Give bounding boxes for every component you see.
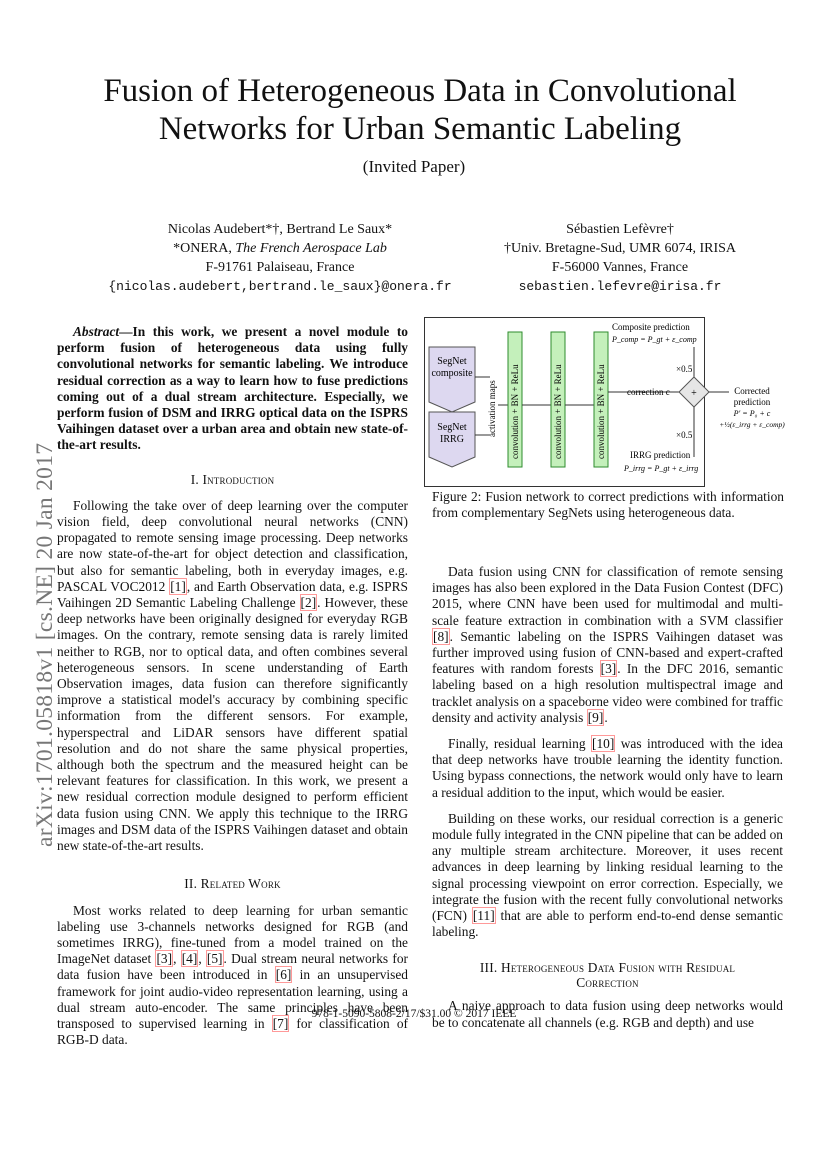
section-1-heading: I. Introduction [190, 471, 275, 487]
author-names-left: Nicolas Audebert*†, Bertrand Le Saux* [167, 222, 393, 237]
corrected-formula: +½(ε_irrg + ε_comp) [719, 420, 785, 429]
abstract [57, 324, 408, 454]
email-left[interactable]: {nicolas.audebert,bertrand.le_saux}@onera.fr [108, 279, 452, 294]
multiplier-top: ×0.5 [676, 364, 693, 374]
citation-link[interactable]: [7] [272, 1015, 289, 1031]
corrected-formula: P′ = P₀ + c [733, 409, 771, 418]
segnet-composite-label: SegNet [437, 356, 467, 367]
corrected-label: prediction [733, 397, 771, 407]
segnet-composite-label: composite [431, 368, 473, 379]
multiplier-bottom: ×0.5 [676, 430, 693, 440]
title-line-1: Fusion of Heterogeneous Data in Convolutional [103, 73, 737, 109]
citation-link[interactable]: [4] [181, 951, 198, 967]
abstract-label: Abstract [73, 324, 120, 339]
text-run: . However, these deep networks have been originally designed for everyday RGB images. On the contrary, remote sensing data is rarely limited neither to RGB, nor to optical data, and often combines several heterogeneous sensors. In scene understanding of Earth Observation images, data fusion can therefore significantly improve a statistical model's accuracy by combining specific information from the different sensors. For example, hyperspectral and LiDAR sensors have different spatial resolution and do not share the same physical properties, although both the spectrum and the measured height can be relevant features for classification. In this work, we present a new residual correction module designed to perform efficient data fusion using CNN. We apply this technique to the IRRG images and DSM data of the ISPRS Vaihingen dataset and obtain new state-of-the-art results. [57, 595, 408, 854]
text-run: that are able to perform end-to-end dense semantic labeling. [432, 908, 783, 940]
text-run: . In the DFC 2016, semantic labeling based on a high resolution multispectral image and tracklet analysis on a spaceborne video were combined for traffic density and activity analysis [432, 661, 783, 725]
text-run: Data fusion using CNN for classification of remote sensing images has also been explored in the Data Fusion Contest (DFC) 2015, where CNN have been used for multimodal and multi-scale feature extraction in combination with a SVM classifier [432, 564, 783, 628]
right-paragraph-3 [432, 811, 783, 941]
paper-title [40, 72, 800, 148]
address-left: F-91761 Palaiseau, France [205, 260, 355, 275]
affiliation-left [90, 239, 470, 258]
citation-link[interactable]: [5] [206, 951, 223, 967]
citation-link[interactable]: [2] [300, 595, 317, 611]
text-run: Most works related to deep learning for urban semantic labeling use 3-channels networks designed for RGB (and sometimes IRRG), fine-tuned from a model trained on the ImageNet dataset [57, 902, 408, 967]
right-paragraph-4: A naive approach to data fusion using deep networks would be to concatenate all channels (e.g. RGB and depth) and use [432, 998, 783, 1030]
author-names-right: Sébastien Lefèvre† [566, 222, 674, 237]
citation-link[interactable]: [8] [433, 628, 449, 644]
activation-maps-label: activation maps [487, 380, 497, 437]
section-3-heading-line: III. Heterogeneous Data Fusion with Residual [479, 960, 736, 976]
section-2-heading: II. Related Work [184, 876, 281, 892]
address-right: F-56000 Vannes, France [551, 260, 689, 275]
arxiv-stamp: arXiv:1701.05818v1 [cs.NE] 20 Jan 2017 [32, 442, 58, 847]
text-run: , and Earth Observation data, e.g. ISPRS Vaihingen 2D Semantic Labeling Challenge [57, 578, 408, 611]
text-run: Finally, residual learning [448, 736, 591, 752]
title-line-2: Networks for Urban Semantic Labeling [158, 111, 682, 147]
correction-label: correction c [627, 387, 670, 397]
text-run: in an unsupervised framework for joint audio-video representation learning, using a dual stream auto-encoder. The same principles have been transposed to supervised learning in [57, 967, 408, 1031]
related-paragraph: Most works related to deep learning for urban semantic labeling use 3-channels networks designed for RGB (and sometimes IRRG), fine-tuned from a model trained on the ImageNet dataset [3], [4], [5]. Dual stream neural networks for data fusion have been introduced in [6] in an unsupervised framework for joint audio-video representation learning, using a dual stream auto-encoder. The same principles have been transposed to supervised learning in [7] for classification of RGB-D data. [57, 902, 408, 1048]
irrg-prediction-label: IRRG prediction [630, 450, 691, 460]
segnet-irrg-label: SegNet [437, 422, 467, 433]
authors-right [470, 220, 770, 296]
citation-link[interactable]: [1] [170, 578, 186, 594]
citation-link[interactable]: [11] [472, 908, 495, 924]
paper-subtitle: (Invited Paper) [362, 157, 466, 176]
fusion-network-figure [424, 317, 790, 487]
copyright-footer: 978-1-5090-5808-2/17/$31.00 © 2017 IEEE [311, 1008, 517, 1020]
abstract-text: —In this work, we present a novel module to perform fusion of heterogeneous data using fully convolutional networks for semantic labeling. We introduce residual correction as a way to learn how to fuse predictions coming out of a dual stream architecture. Especially, we perform fusion of DSM and IRRG optical data on the ISPRS Vaihingen dataset over a urban area and obtain new state-of-the-art results. [57, 324, 408, 453]
authors-left [90, 220, 470, 296]
citation-link[interactable]: [3] [156, 951, 173, 967]
text-run: Following the take over of deep learning over the computer vision field, deep convolutional neural networks (CNN) propagated to remote sensing image processing. Deep networks are now state-of-the-art for object detection and classification, but also for semantic labeling, both in everyday images, e.g. PASCAL VOC2012 [57, 497, 408, 594]
conv-label: convolution + BN + ReLu [553, 364, 563, 459]
irrg-formula: P_irrg = P_gt + ε_irrg [624, 464, 699, 473]
right-paragraph-1 [432, 564, 783, 726]
text-run: was introduced with the idea that deep networks have trouble learning the identity function. Using bypass connections, the network would only have to learn a residual addition to the input, which would be easier. [432, 736, 784, 800]
text-run: Building on these works, our residual correction is a generic module fully integrated in the CNN pipeline that can be added on any multiple stream architecture. Moreover, it uses recent advances in deep learning by linking residual learning to the signal processing viewpoint on error correction. Especially, we integrate the fusion with the recent fully convolutional networks (FCN) [432, 810, 783, 924]
right-paragraph-2 [432, 736, 783, 801]
affiliation-name: The French Aerospace Lab [235, 241, 387, 256]
left-column [57, 324, 408, 1048]
citation-link[interactable]: [6] [275, 967, 292, 983]
segnet-irrg-label: IRRG [440, 434, 464, 445]
affiliation-org: ONERA, [180, 241, 236, 256]
section-3-heading [432, 960, 783, 990]
text-run: for classification of RGB-D data. [57, 1015, 408, 1048]
right-column [432, 564, 783, 1031]
text-run: . Dual stream neural networks for data fusion have been introduced in [57, 951, 408, 983]
composite-prediction-label: Composite prediction [612, 322, 690, 332]
citation-link[interactable]: [10] [591, 736, 615, 752]
affiliation-symbol: * [173, 241, 181, 256]
conv-label: convolution + BN + ReLu [596, 364, 606, 459]
intro-paragraph [57, 498, 408, 854]
text-run: . Semantic labeling on the ISPRS Vaihingen dataset was further improved using fusion of CNN-based and expert-crafted features with random forests [432, 628, 783, 677]
citation-link[interactable]: [9] [587, 709, 604, 725]
text-run: . [604, 709, 608, 725]
email-right[interactable]: sebastien.lefevre@irisa.fr [518, 279, 722, 294]
citation-link[interactable]: [3] [600, 661, 617, 677]
affiliation-right: †Univ. Bretagne-Sud, UMR 6074, IRISA [503, 241, 737, 256]
section-3-heading-line: Correction [576, 975, 639, 991]
composite-formula: P_comp = P_gt + ε_comp [612, 335, 697, 344]
corrected-label: Corrected [734, 386, 770, 396]
figure-caption: Figure 2: Fusion network to correct predictions with information from complementary SegNets using heterogeneous data. [432, 489, 784, 521]
plus-sign: + [691, 388, 697, 399]
conv-label: convolution + BN + ReLu [510, 364, 520, 459]
